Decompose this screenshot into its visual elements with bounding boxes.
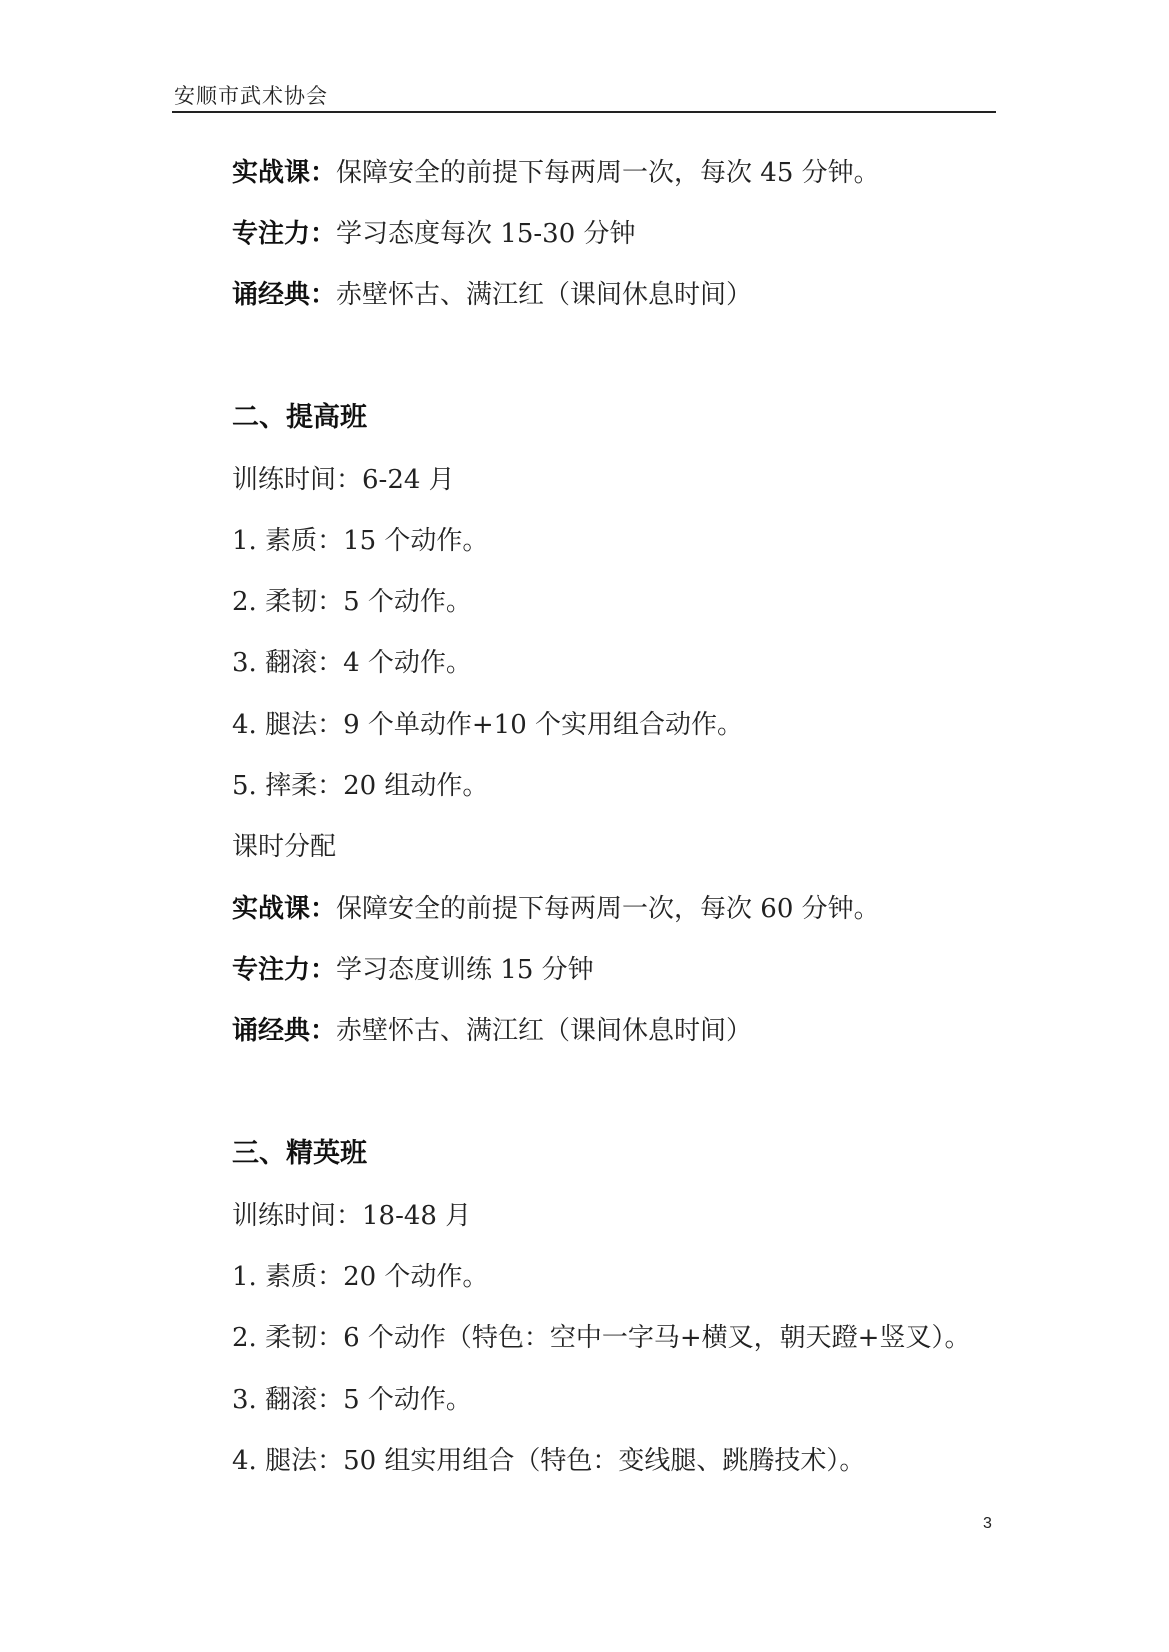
list-item: 3. 翻滚：5 个动作。: [232, 1385, 472, 1415]
list-item: 2. 柔韧：6 个动作（特色：空中一字马+横叉，朝天蹬+竖叉）。: [232, 1323, 971, 1353]
elite-training-time: 训练时间：18-48 月: [232, 1201, 472, 1231]
list-item: 4. 腿法：9 个单动作+10 个实用组合动作。: [232, 710, 744, 740]
list-item: 1. 素质：20 个动作。: [232, 1262, 489, 1292]
advanced-training-time: 训练时间：6-24 月: [232, 465, 455, 495]
combat-text: 保障安全的前提下每两周一次，每次 60 分钟。: [336, 894, 880, 924]
basic-classic-line: [232, 280, 752, 310]
combat-label: 实战课：: [232, 158, 337, 188]
classic-label: 诵经典：: [232, 280, 337, 310]
classic-text: 赤壁怀古、满江红（课间休息时间）: [336, 280, 753, 310]
focus-label: 专注力：: [232, 955, 337, 985]
allocation-label: 课时分配: [232, 832, 337, 862]
focus-label: 专注力：: [232, 219, 337, 249]
list-item: 2. 柔韧：5 个动作。: [232, 587, 472, 617]
list-item: 4. 腿法：50 组实用组合（特色：变线腿、跳腾技术）。: [232, 1446, 866, 1476]
advanced-combat-line: [232, 894, 880, 924]
basic-focus-line: [232, 219, 636, 249]
combat-text: 保障安全的前提下每两周一次，每次 45 分钟。: [336, 158, 880, 188]
combat-label: 实战课：: [232, 894, 337, 924]
focus-text: 学习态度每次 15-30 分钟: [336, 219, 636, 249]
advanced-classic-line: [232, 1016, 752, 1046]
section-heading-advanced: 二、提高班: [232, 402, 367, 433]
section-heading-elite: 三、精英班: [232, 1138, 367, 1169]
list-item: 5. 摔柔：20 组动作。: [232, 771, 489, 801]
list-item: 3. 翻滚：4 个动作。: [232, 648, 472, 678]
header-rule: [172, 111, 996, 113]
focus-text: 学习态度训练 15 分钟: [336, 955, 594, 985]
classic-label: 诵经典：: [232, 1016, 337, 1046]
page-number: 3: [983, 1515, 992, 1532]
advanced-focus-line: [232, 955, 594, 985]
basic-combat-line: [232, 158, 880, 188]
page-header: 安顺市武术协会: [174, 84, 328, 108]
list-item: 1. 素质：15 个动作。: [232, 526, 489, 556]
classic-text: 赤壁怀古、满江红（课间休息时间）: [336, 1016, 753, 1046]
